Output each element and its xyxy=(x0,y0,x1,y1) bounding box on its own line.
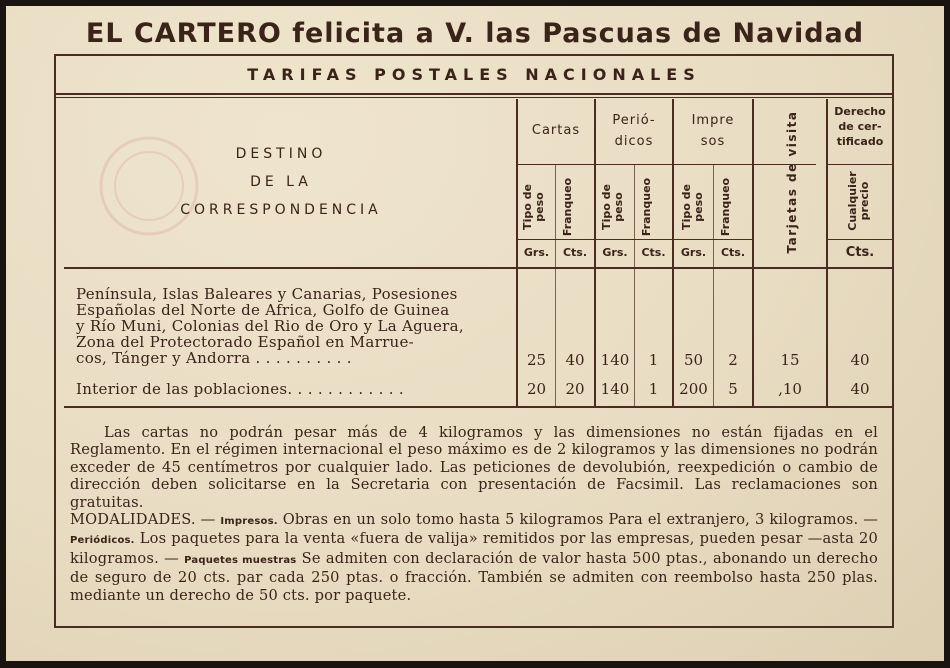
notes-periodicos-label: Periódicos. xyxy=(70,535,135,547)
notes-impresos-label: Impresos. xyxy=(220,516,278,528)
row2-periodicos-grs: 140 xyxy=(600,380,630,398)
row1-destination-line5: cos, Tánger y Andorra . . . . . . . . . . xyxy=(76,349,352,367)
unit-periodicos-grs: Grs. xyxy=(602,246,628,259)
notes-paragraph-1: Las cartas no podrán pesar más de 4 kilogramos y las dimensiones no están fijadas en el Reglamento. En el régimen internacional el peso máximo es de 2 kilogramos y las dimensiones no podrán exceder de 45 centímetros por cualquier lado. Las peticiones de devolubión, reexpedición o cambio de dirección deben solicitarse en la Secretaria con presentación de Facsimil. Las reclamaciones son gratuitas. xyxy=(70,424,878,511)
subheader-certificado-precio: Cualquier precio xyxy=(846,171,871,231)
header-certificado-2: de cer- xyxy=(838,120,882,133)
header-tarjetas: Tarjetas de visita xyxy=(785,110,799,254)
row1-destination-line4: Zona del Protectorado Español en Marrue- xyxy=(76,333,415,351)
subheader-cartas-franqueo: Franqueo xyxy=(561,177,574,237)
rule-units-cert xyxy=(828,239,892,240)
subheader-periodicos-franqueo: Franqueo xyxy=(640,177,653,237)
rule-under-rows xyxy=(64,406,892,408)
notes-paquetes-text: Se admiten con declaración de valor hasta 500 ptas., abonando un derecho de seguro de 20 cts. par cada 250 ptas. o fracción. También se admiten con reembolso hasta 250 plas. mediante un derecho de 50 cts. por paquete. xyxy=(70,549,878,604)
regulation-notes xyxy=(70,424,878,604)
row1-cartas-grs: 25 xyxy=(526,351,547,369)
row2-tarjetas: ,10 xyxy=(778,380,802,398)
notes-impresos-text: Obras en un solo tomo hasta 5 kilogramos Para el extranjero, 3 kilogramos. — xyxy=(282,511,879,529)
row1-periodicos-cts: 1 xyxy=(648,351,659,369)
row2-impresos-grs: 200 xyxy=(679,380,708,398)
row2-cartas-grs: 20 xyxy=(526,380,547,398)
row1-cartas-cts: 40 xyxy=(565,351,585,369)
rule-units xyxy=(518,239,754,240)
unit-cartas-grs: Grs. xyxy=(523,246,550,259)
row1-impresos-cts: 2 xyxy=(728,351,738,369)
row1-periodicos-grs: 140 xyxy=(600,351,630,369)
unit-impresos-cts: Cts. xyxy=(720,246,746,259)
row1-destination-line1: Península, Islas Baleares y Canarias, Posesiones xyxy=(76,285,458,303)
unit-certificado-cts: Cts. xyxy=(845,245,875,260)
rule-under-header xyxy=(64,267,892,269)
header-periodicos-1: Perió- xyxy=(612,113,656,128)
subheader-impresos-tipo: Tipo de peso xyxy=(680,184,705,230)
vrule-impresos-sub xyxy=(713,164,714,406)
header-certificado-1: Derecho xyxy=(834,105,886,118)
row2-impresos-cts: 5 xyxy=(728,380,738,398)
subheader-periodicos-tipo: Tipo de peso xyxy=(600,184,625,230)
vrule-cartas-sub xyxy=(555,164,556,406)
notes-paquetes-label: Paquetes muestras xyxy=(184,554,297,566)
rule-under-title xyxy=(56,93,892,95)
unit-periodicos-cts: Cts. xyxy=(641,246,666,259)
header-impresos-2: sos xyxy=(700,134,726,149)
header-impresos-1: Impre xyxy=(691,113,735,128)
destination-header-line3: CORRESPONDENCIA xyxy=(180,202,382,218)
row1-certificado: 40 xyxy=(850,351,870,369)
subheader-impresos-franqueo: Franqueo xyxy=(719,177,732,237)
row1-impresos-grs: 50 xyxy=(683,351,704,369)
row1-tarjetas: 15 xyxy=(780,351,800,369)
destination-header-line2: DE LA xyxy=(250,174,312,190)
table-title: TARIFAS POSTALES NACIONALES xyxy=(247,65,701,84)
postal-card xyxy=(6,6,944,661)
rule-cert-sub xyxy=(828,164,892,165)
row1-destination-line2: Españolas del Norte de Africa, Golfo de Guinea xyxy=(76,301,450,319)
subheader-cartas-tipo: Tipo de peso xyxy=(521,184,546,230)
header-cartas: Cartas xyxy=(531,123,581,138)
tariff-frame xyxy=(54,54,894,628)
unit-impresos-grs: Grs. xyxy=(680,246,707,259)
rule-under-title-2 xyxy=(56,97,892,98)
row2-certificado: 40 xyxy=(850,380,870,398)
vrule-periodicos-sub xyxy=(634,164,635,406)
row1-destination-line3: y Río Muni, Colonias del Rio de Oro y La Aguera, xyxy=(76,317,464,335)
header-certificado-3: tificado xyxy=(836,135,884,148)
notes-modalidades: MODALIDADES. — xyxy=(70,511,216,529)
notes-periodicos-text: Los paquetes para la venta «fuera de valija» remitidos por las empresas, pueden pesar —asta 20 kilogramos. — xyxy=(70,530,878,567)
row2-periodicos-cts: 1 xyxy=(648,380,659,398)
header-periodicos-2: dicos xyxy=(614,134,654,149)
row2-cartas-cts: 20 xyxy=(565,380,585,398)
row2-destination: Interior de las poblaciones. . . . . . . . . . . . xyxy=(76,380,404,398)
unit-cartas-cts: Cts. xyxy=(562,246,588,259)
rule-group-sub xyxy=(518,164,816,165)
destination-header-line1: DESTINO xyxy=(235,146,327,162)
card-headline: EL CARTERO felicita a V. las Pascuas de Navidad xyxy=(85,18,865,49)
